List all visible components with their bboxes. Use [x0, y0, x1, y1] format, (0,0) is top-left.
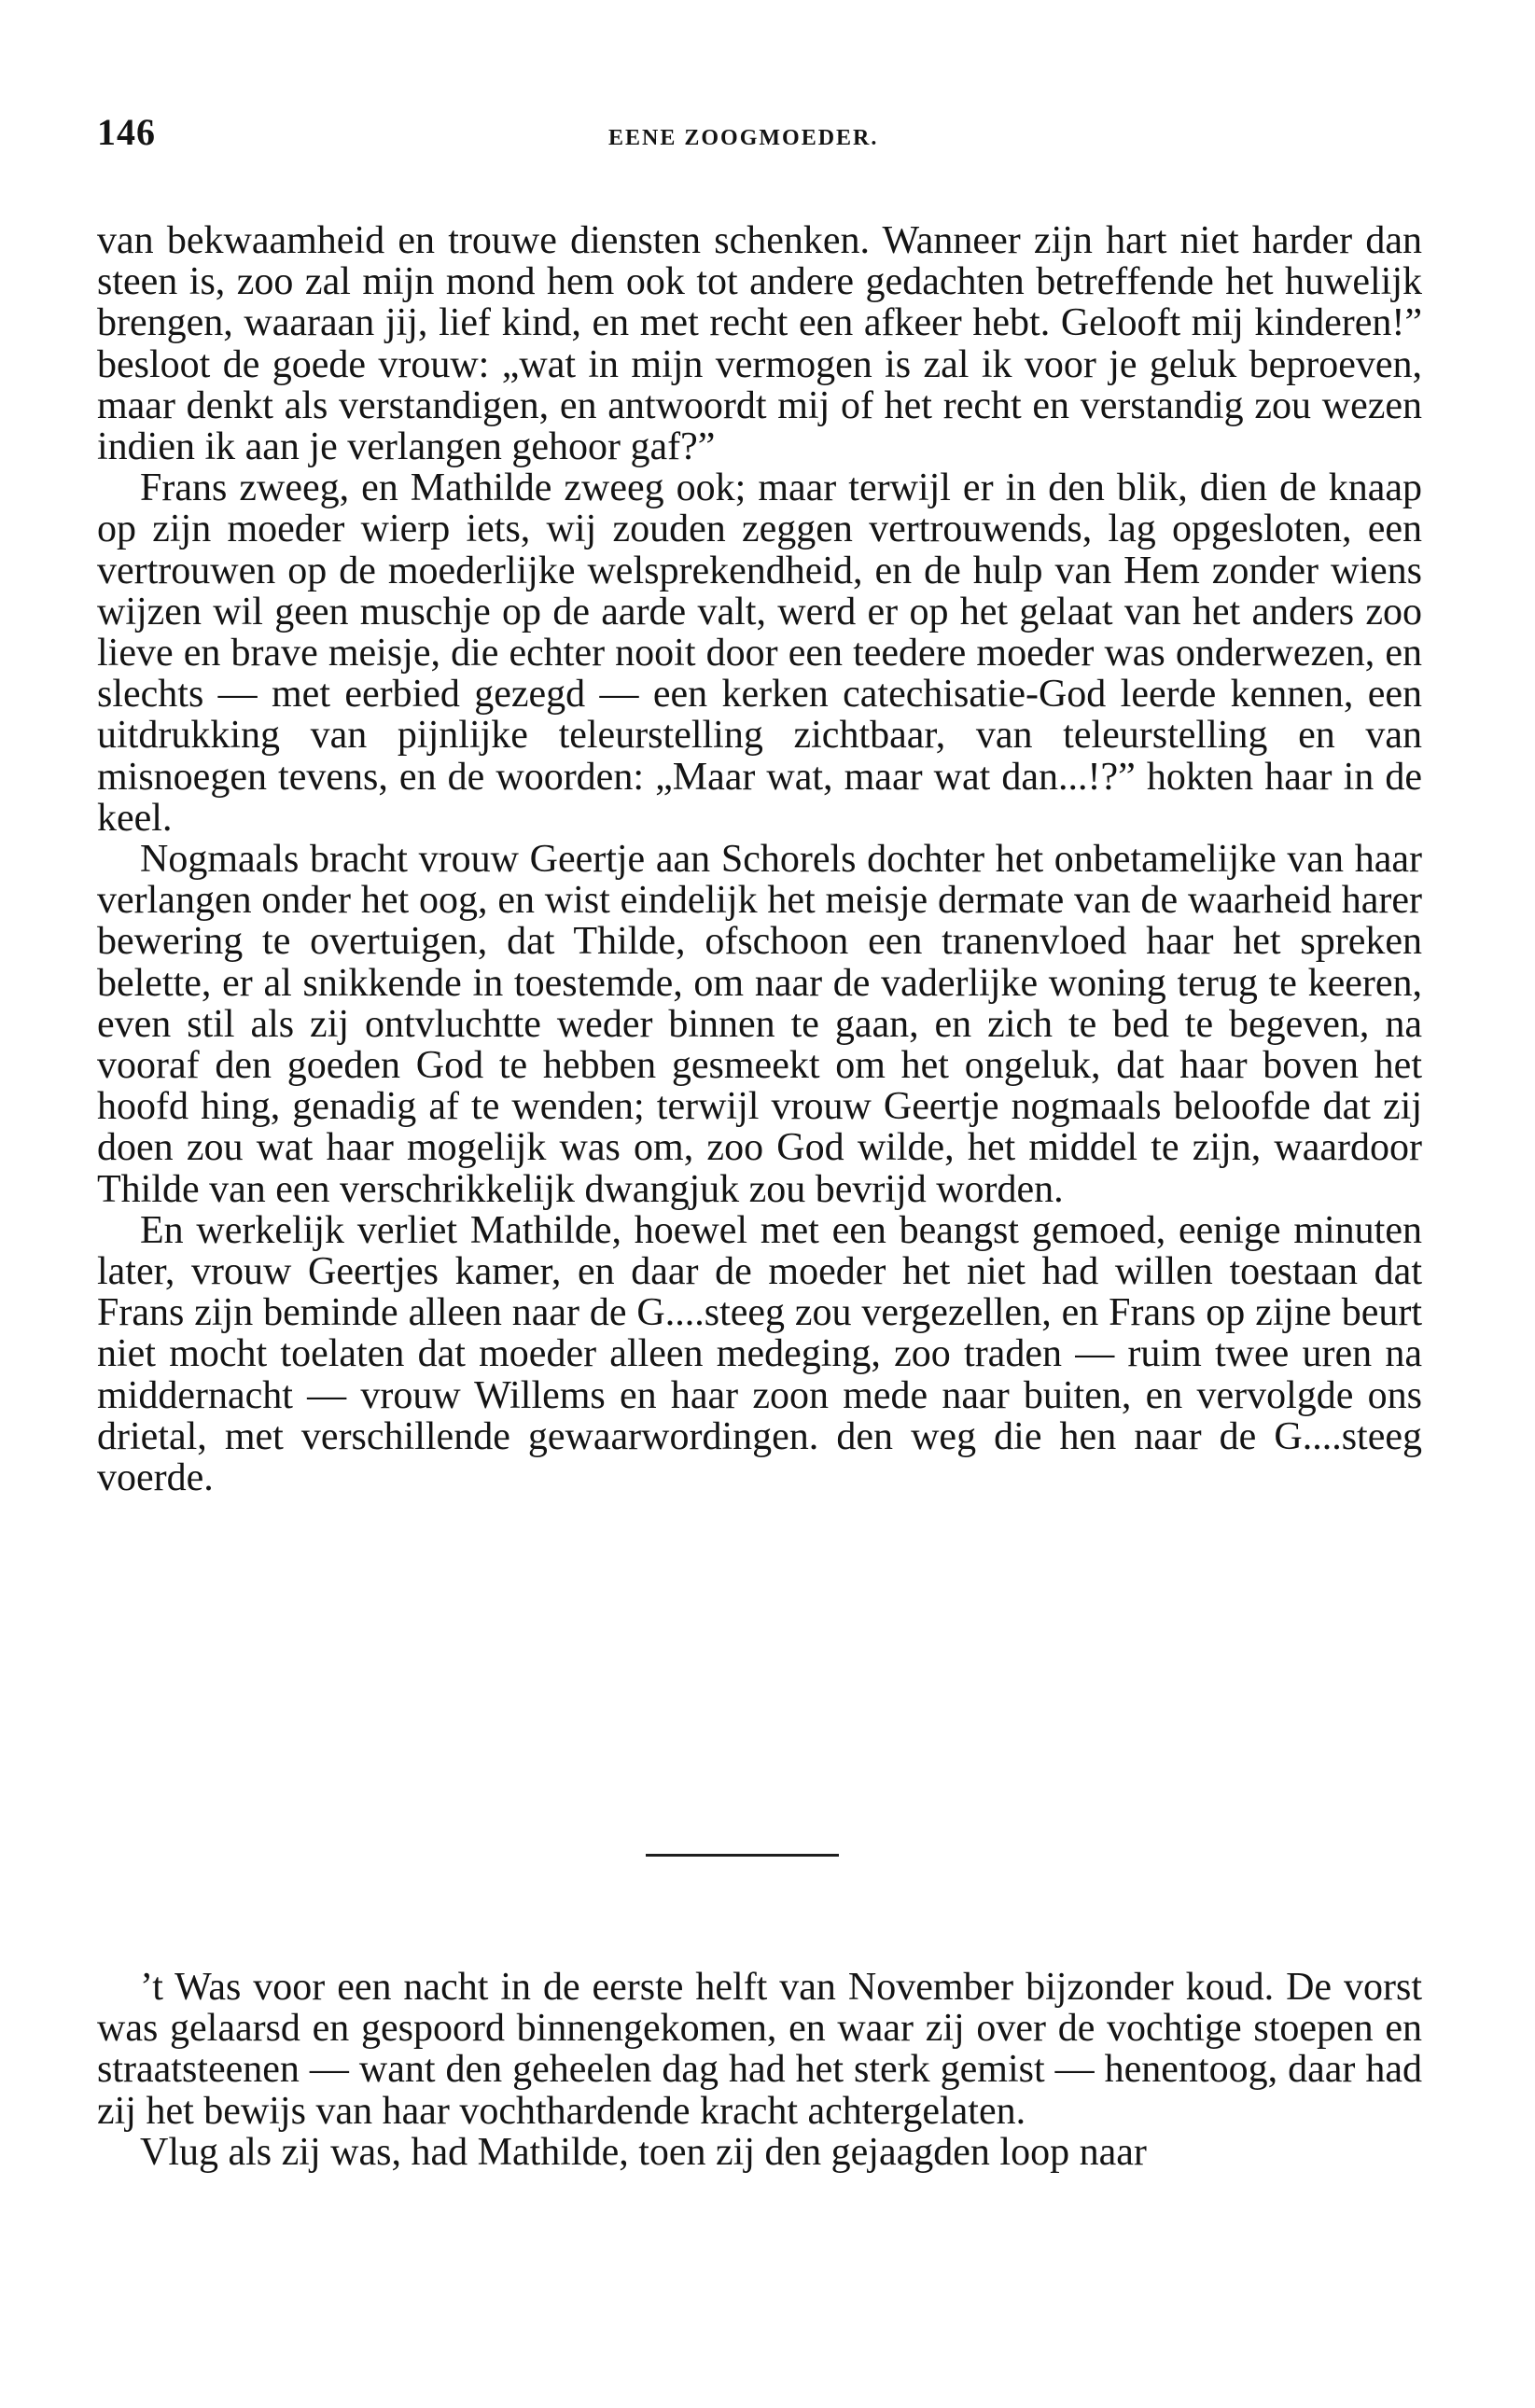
section-divider — [646, 1854, 839, 1857]
main-text — [97, 220, 1422, 1498]
page-header — [97, 110, 1441, 166]
running-title: EENE ZOOGMOEDER. — [608, 126, 879, 150]
paragraph-4: En werkelijk verliet Mathilde, hoewel met een beangst gemoed, eenige minuten later, vrouw Geertjes kamer, en daar de moeder het niet had willen toestaan dat Frans zijn beminde alleen naar de G....steeg zou vergezellen, en Frans op zijne beurt niet mocht toelaten dat moeder alleen medeging, zoo traden — ruim twee uren na middernacht — vrouw Willems en haar zoon mede naar buiten, en vervolgde ons drietal, met verschillende gewaarwordingen. den weg die hen naar de G....steeg voerde. — [97, 1208, 1422, 1500]
page-number: 146 — [97, 111, 156, 153]
paragraph-3: Nogmaals bracht vrouw Geertje aan Schorels dochter het onbetamelijke van haar verlangen onder het oog, en wist eindelijk het meisje dermate van de waarheid harer bewering te overtuigen, dat Thilde, ofschoon een tranenvloed haar het spreken belette, er al snikkende in toestemde, om naar de vaderlijke woning terug te keeren, even stil als zij ontvluchtte weder binnen te gaan, en zich te bed te begeven, na vooraf den goeden God te hebben gesmeekt om het ongeluk, dat haar boven het hoofd hing, genadig af te wenden; terwijl vrouw Geertje nogmaals beloofde dat zij doen zou wat haar mogelijk was om, zoo God wilde, het middel te zijn, waardoor Thilde van een verschrikkelijk dwangjuk zou bevrijd worden. — [97, 838, 1422, 1211]
section-2-paragraph-1: ’t Was voor een nacht in de eerste helft van November bijzonder koud. De vorst was gelaarsd en gespoord binnengekomen, en waar zij over de vochtige stoepen en straatsteenen — want den geheelen dag had het sterk gemist — henentoog, daar had zij het bewijs van haar vochthardende kracht achtergelaten. — [97, 1966, 1422, 2133]
section-2-paragraph-2: Vlug als zij was, had Mathilde, toen zij den gejaagden loop naar — [140, 2130, 1147, 2174]
section-2-text — [97, 1967, 1422, 2173]
paragraph-2: Frans zweeg, en Mathilde zweeg ook; maar terwijl er in den blik, dien de knaap op zijn moeder wierp iets, wij zouden zeggen vertrouwends, lag opgesloten, een vertrouwen op de moederlijke welsprekendheid, en de hulp van Hem zonder wiens wijzen wil geen muschje op de aarde valt, werd er op het gelaat van het anders zoo lieve en brave meisje, die echter nooit door een teedere moeder was onderwezen, en slechts — met eerbied gezegd — een kerken catechisatie-God leerde kennen, een uitdrukking van pijnlijke teleurstelling zichtbaar, van teleurstelling en van misnoegen tevens, en de woorden: „Maar wat, maar wat dan...!?” hokten haar in de keel. — [97, 466, 1422, 840]
paragraph-1: van bekwaamheid en trouwe diensten schenken. Wanneer zijn hart niet harder dan steen is, zoo zal mijn mond hem ook tot andere gedachten betreffende het huwelijk brengen, waaraan jij, lief kind, en met recht een afkeer hebt. Gelooft mij kinderen!” besloot de goede vrouw: „wat in mijn vermogen is zal ik voor je geluk beproeven, maar denkt als verstandigen, en antwoordt mij of het recht en verstandig zou wezen indien ik aan je verlangen gehoor gaf?” — [97, 219, 1422, 469]
